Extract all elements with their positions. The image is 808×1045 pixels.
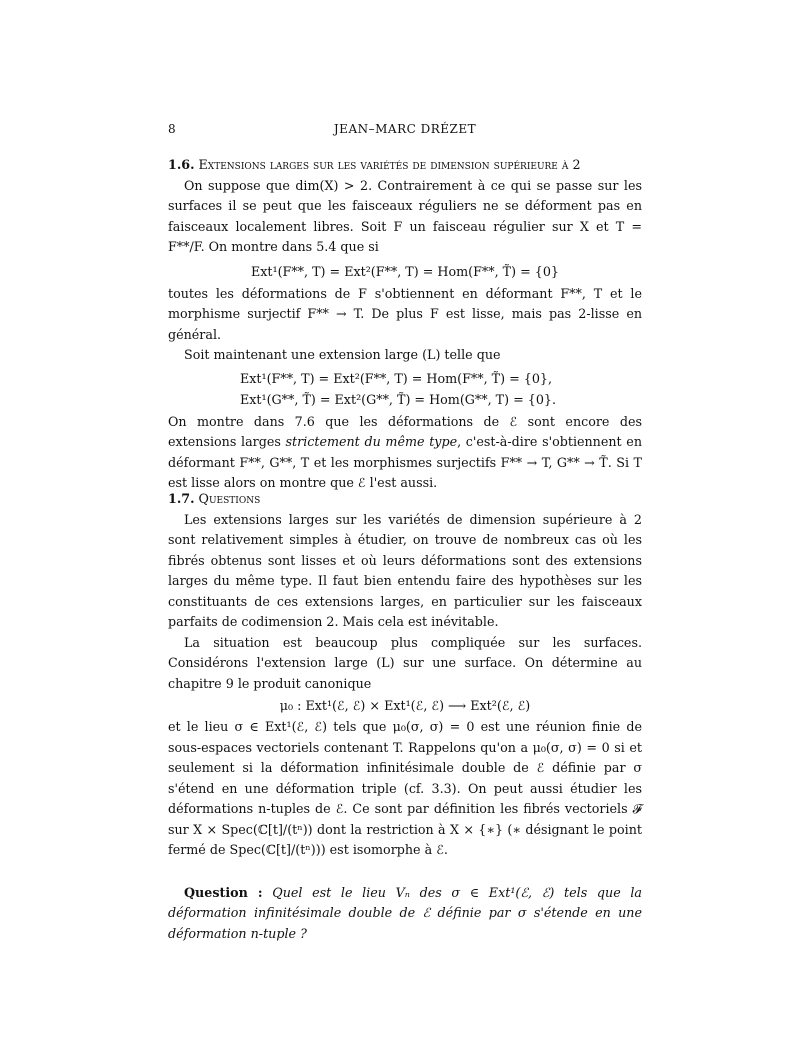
display-equation: Ext¹(G**, T̃) = Ext²(G**, T̃) = Hom(G**, T) = {0}. — [240, 391, 557, 407]
paragraph: Les extensions larges sur les variétés de dimension supérieure à 2 sont relativement simples à étudier, on trouve de nombreux cas où les fibrés obtenus sont lisses et où leurs déformations sont des extensions larges du même type. Il faut bien entendu faire des hypothèses sur les constituants de ces extensions larges, en particulier sur les faisceaux parfaits de codimension 2. Mais cela est inévitable. — [168, 511, 642, 629]
section-number: 1.7. — [168, 491, 195, 506]
running-head: JEAN–MARC DRÉZET — [333, 122, 477, 136]
section-heading — [168, 489, 642, 510]
section-heading — [168, 155, 642, 176]
paragraph: toutes les déformations de F s'obtiennent en déformant F**, T et le morphisme surjectif F** → T. De plus F est lisse, mais pas 2-lisse en général. — [168, 285, 642, 342]
section-1-6 — [168, 155, 642, 494]
paragraph: Soit maintenant une extension large (L) telle que — [184, 347, 501, 362]
section-title: Extensions larges sur les variétés de dimension supérieure à 2 — [198, 157, 581, 172]
question-paragraph — [168, 883, 642, 945]
page-number: 8 — [168, 122, 176, 136]
question-text: Quel est le lieu Vₙ des σ ∈ Ext¹(ℰ, ℰ) tels que la déformation infinitésimale double de ℰ définie par σ s'étende en une déformation n-tuple ? — [168, 884, 642, 941]
page-header — [168, 122, 642, 142]
paragraph: et le lieu σ ∈ Ext¹(ℰ, ℰ) tels que μ₀(σ, σ) = 0 est une réunion finie de sous-espaces vectoriels contenant T. Rappelons qu'on a μ₀(σ, σ) = 0 si et seulement si la déformation infinitésimale double de ℰ définie par σ s'étend en une déformation triple (cf. 3.3). On peut aussi étudier les déformations n-tuples de ℰ. Ce sont par définition les fibrés vectoriels 𝓕 sur X × Spec(ℂ[t]/(tⁿ)) dont la restriction à X × {∗} (∗ désignant le point fermé de Spec(ℂ[t]/(tⁿ))) est isomorphe à ℰ. — [168, 719, 642, 857]
question-label: Question : — [184, 884, 263, 900]
display-equation: Ext¹(F**, T) = Ext²(F**, T) = Hom(F**, T̃) = {0}, — [240, 370, 553, 386]
section-title: Questions — [198, 491, 261, 506]
paragraph: La situation est beaucoup plus compliquée sur les surfaces. Considérons l'extension large (L) sur une surface. On détermine au chapitre 9 le produit canonique — [168, 634, 642, 691]
text-run: , c'est-à-dire s'obtiennent en déformant F**, G**, T et les morphismes surjectifs F** → T, G** → T̃. Si T est lisse alors on montre que ℰ l'est aussi. — [168, 434, 642, 490]
display-equation: μ₀ : Ext¹(ℰ, ℰ) × Ext¹(ℰ, ℰ) ⟶ Ext²(ℰ, ℰ) — [279, 698, 531, 713]
emphasis: strictement du même type — [285, 434, 458, 449]
paragraph: On suppose que dim(X) > 2. Contrairement à ce qui se passe sur les surfaces il se peut que les faisceaux réguliers ne se déforment pas en faisceaux localement libres. Soit F un faisceau régulier sur X et T = F**/F. On montre dans 5.4 que si — [168, 177, 642, 254]
paragraph — [168, 412, 642, 494]
section-number: 1.6. — [168, 157, 195, 172]
display-equation: Ext¹(F**, T) = Ext²(F**, T) = Hom(F**, T̃) = {0} — [250, 263, 559, 279]
section-1-7 — [168, 489, 642, 944]
text-run: On montre dans 7.6 que les déformations de ℰ sont encore des extensions larges — [168, 413, 642, 449]
